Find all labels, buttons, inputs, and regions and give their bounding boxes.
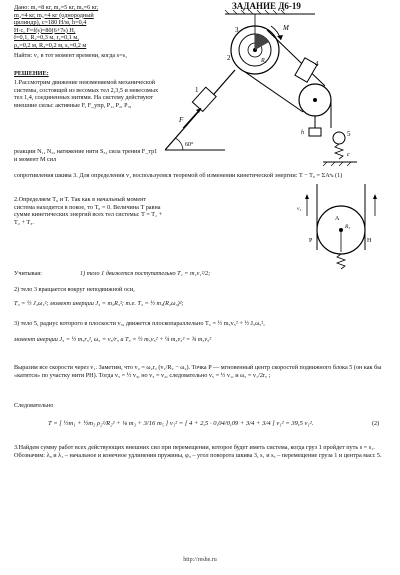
formula-number: (2) — [372, 420, 380, 427]
note-3: 3) тело 5, радиус которого в плоскости v₅, движется плоскопараллельно T₅ = ½ m₅v₅² + ½ J₅ω₅², — [14, 320, 265, 327]
page-title: ЗАДАНИЕ Д6-19 — [232, 1, 301, 11]
note-2: 2) тело 3 вращается вокруг неподвижной оси, — [14, 286, 135, 293]
footer-url: http://reshe.ru — [183, 557, 217, 563]
label-h: h — [301, 130, 304, 136]
paragraph-2: 2.Определяем T₀ и T. Так как в начальный момент система находится в покое, то T₀ = 0. Величина T равна сумме кинетических энергий всех тел системы: T = T₁ + T₂ + T₃. — [14, 196, 163, 226]
given-line: цилиндр), c=180 Н/м, h=0,4 — [14, 19, 87, 27]
label-H: H — [367, 238, 372, 244]
label-R2: R₂ — [261, 58, 267, 64]
label-5: 5 — [347, 130, 351, 138]
label-F: F — [179, 116, 184, 124]
label-M: M — [283, 24, 289, 32]
note-1: 1) тело 1 движется поступательно T₁ = m₁v₁²/2; — [80, 270, 211, 277]
label-R3: R₃ — [345, 224, 351, 230]
paragraph-1c: сопротивления шкива 3. Для определения v₁ воспользуемся теоремой об изменении кинетической энергии: T − T₀ = ΣAᵉₖ (1) — [14, 172, 343, 179]
given-block — [14, 4, 164, 50]
paragraph-4-label: Следовательно — [14, 402, 54, 409]
given-line: f=0,1, R₂=0,3 м, r₂=0,1 м, — [14, 34, 79, 42]
paragraph-3: Выразим все скорости через v₁. Заметим, что v₂ = ω₂r₂ (v₁/R₂ − ω₂). Точка P — мгновенный центр скоростей подвижного блока 5 (он как бы «катится» по участку нити PH). Тогда v₅ = ½ v₃, но v₃ = v₂, следовательно v₅ = ½ v₁, и ω₅ = v₁/2r₅ ; — [14, 364, 382, 379]
note-label: Учитывая: — [14, 270, 42, 277]
label-P: P — [309, 238, 313, 244]
find-line: Найти: v₁ в тот момент времени, когда s=s₁ — [14, 52, 128, 59]
pulley-5-diagram — [295, 180, 390, 280]
label-1: 1 — [195, 86, 199, 94]
solution-label: РЕШЕНИЕ: — [14, 70, 49, 77]
given-line: m₄=4 кг, m₅=4 кг (однородный — [14, 11, 94, 19]
paragraph-1b: реакции N₁, N₂, натяжение нити S₃, сила трения F_тр1 и момент M сил — [14, 148, 158, 163]
note-3b: момент инерции J₅ = ½ m₅r₅², ω₅ = v₅/r₅ и T₅ = ½ m₅v₅² + ¼ m₅v₅² = ¾ m₅v₅² — [14, 336, 212, 343]
paragraph-5: 3.Найдем сумму работ всех действующих внешних сил при перемещении, которое будет иметь система, когда груз 1 пройдет путь s = s₁. Обозначим: λ₀ и λ₁ – начальное и конечное удлинения пружины, φ₃ – угол поворота шкива 3, s₁ и s₅ – перемещение груза 1 и центра масс 5. — [14, 444, 382, 459]
paragraph-1: 1.Рассмотрим движение неизменяемой механической системы, состоящей из весомых тел 2,3,5 и невесомых тел 1,4, соединенных нитями. На систему действуют внешние силы: активные F, F_упр, P₁, P₂, P₃, — [14, 79, 159, 109]
note-2b: T₃ = ½ J₃ω₃²; момент инерции J₃ = m₃R₃²; т.е. T₃ = ½ m₃(R₃ω₃)²; — [14, 300, 184, 307]
mechanism-diagram — [165, 10, 393, 170]
given-line: Дано: m₁=8 кг, m₂=5 кг, m₃=6 кг, — [14, 4, 99, 11]
label-c: c — [347, 152, 350, 158]
given-line: ρ₂=0,2 м, R₃=0,2 м, s₁=0,2 м — [14, 41, 87, 49]
kinetic-energy-formula: T = [ ½m₁ + ½m₂ ρ₂²/R₂² + ⅛ m₃ + 3/16 m₅ ] v₁² = [ 4 + 2,5 · 0,04/0,09 + 3/4 + 3/4 ] v₁² = 39,5 v₁². — [48, 420, 314, 427]
given-line: Н·с, F=f(s)=80(6+7s) Н, — [14, 26, 76, 34]
label-3: 3 — [235, 26, 239, 34]
label-4: 4 — [315, 60, 319, 68]
label-2: 2 — [227, 54, 231, 62]
label-60: 60° — [185, 142, 194, 148]
label-A: A — [335, 216, 340, 222]
label-v1: v₁ — [297, 206, 302, 212]
